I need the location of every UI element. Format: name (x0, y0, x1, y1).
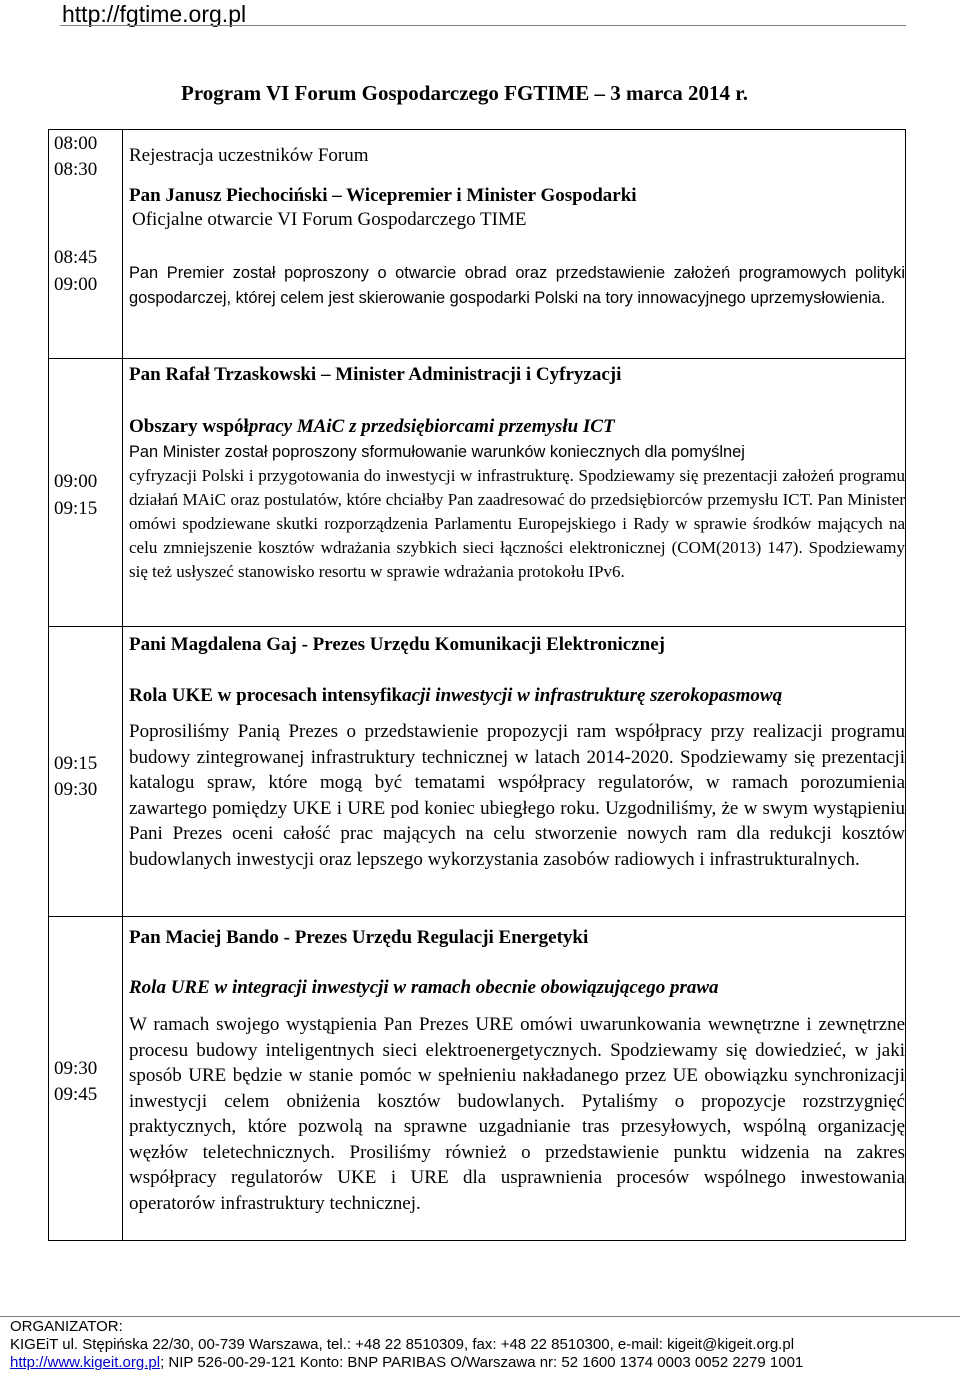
row-divider (48, 626, 906, 627)
table-border-top (48, 129, 906, 130)
time-start: 08:00 (54, 133, 98, 154)
session-description: Poprosiliśmy Panią Prezes o przedstawienie propozycji ram współpracy przy realizacji programu budowy zintegrowanej infrastruktury technicznej w latach 2014-2020. Spodziewamy się prezentacji katalogu spraw, które mogą być tematami współpracy regulatorów, w ramach porozumienia zawartego pomiędzy UKE i URE pod koniec ubiegłego roku. Uzgodniliśmy, że w swym wystąpieniu Pani Prezes oceni całość prac mających na celu stworzenie nowych ram dla redukcji kosztów budowlanych inwestycji oraz lepszego wykorzystania zasobów radiowych i infrastrukturalnych. (129, 721, 905, 870)
speaker-name: Pan Maciej Bando - Prezes Urzędu Regulacji Energetyki (129, 927, 589, 948)
session-topic (129, 684, 905, 708)
session-description (129, 440, 905, 584)
description-body: cyfryzacji Polski i przygotowania do inwestycji w infrastrukturę. Spodziewamy się prezentacji założeń programu działań MAiC oraz postulatów, które chciałby Pan zaadresować do przedsiębiorców przemysłu ICT. Pan Minister omówi spodziewane skutki rozporządzenia Parlamentu Europejskiego i Rady w sprawie środków mających na celu zmniejszenie kosztów wdrażania szybkich sieci łączności elektronicznej (COM(2013) 147). Spodziewamy się też usłyszeć stanowisko resortu w sprawie wdrażania protokołu IPv6. (129, 466, 905, 581)
time-start: 09:15 (54, 753, 98, 774)
topic-italic: acji inwestycji w infrastrukturę szerokopasmową (402, 685, 783, 706)
time-start: 09:30 (54, 1058, 98, 1079)
header-divider (60, 25, 906, 26)
organizer-address: KIGEiT ul. Stępińska 22/30, 00-739 Warszawa, tel.: +48 22 8510309, fax: +48 22 8510300, e-mail: kigeit@kigeit.org.pl (10, 1336, 795, 1353)
table-border-bottom (48, 1240, 906, 1241)
session-topic (129, 415, 905, 439)
row-divider (48, 916, 906, 917)
session-description: Pan Premier został poproszony o otwarcie obrad oraz przedstawienie założeń programowych polityki gospodarczej, której celem jest skierowanie gospodarki Polski na tory innowacyjnego uprzemysłowienia. (129, 264, 905, 307)
session-topic: Rola URE w integracji inwestycji w ramach obecnie obowiązującego prawa (129, 977, 719, 998)
organizer-registry: ; NIP 526-00-29-121 Konto: BNP PARIBAS O/Warszawa nr: 52 1600 1374 0003 0052 2279 1001 (160, 1354, 804, 1371)
footer-divider (0, 1316, 960, 1317)
time-end: 08:30 (54, 159, 98, 180)
column-divider (122, 129, 123, 1241)
description-line: Pan Minister został poproszony sformułowanie warunków koniecznych dla pomyślnej (129, 443, 745, 461)
speaker-name: Pan Janusz Piechociński – Wicepremier i Minister Gospodarki (129, 185, 637, 206)
topic-bold: Obszary współ (129, 416, 249, 437)
header-url[interactable]: http://fgtime.org.pl (62, 1, 247, 27)
topic-bold: Rola UKE w procesach intensyfik (129, 685, 403, 706)
speaker-name: Pani Magdalena Gaj - Prezes Urzędu Komunikacji Elektronicznej (129, 634, 665, 655)
organizer-registry-line (10, 1354, 803, 1372)
session-subtitle: Oficjalne otwarcie VI Forum Gospodarczego TIME (132, 209, 527, 230)
organizer-label: ORGANIZATOR: (10, 1318, 123, 1335)
time-start: 08:45 (54, 247, 98, 268)
session-description: W ramach swojego wystąpienia Pan Prezes URE omówi uwarunkowania wewnętrzne i zewnętrzne procesu budowy inteligentnych sieci elektroenergetycznych. Spodziewamy się dowiedzieć, w jaki sposób URE będzie w stanie pomóc w spełnieniu nakładanego przez UE obowiązku synchronizacji inwestycji celem obniżenia kosztów budowlanych. Pytaliśmy o propozycje rozstrzygnięć praktycznych, które pozwolą na sprawne uzgadnianie tras przesyłowych, wspólną organizację węzłów teletechnicznych. Prosiliśmy również o przedstawienie punktu widzenia na zakres współpracy regulatorów UKE i URE dla usprawnienia procesów wspólnego inwestowania operatorów infrastruktury technicznej. (129, 1014, 905, 1214)
row-divider (48, 358, 906, 359)
table-border-right (905, 129, 906, 1241)
time-end: 09:00 (54, 274, 98, 295)
time-end: 09:45 (54, 1084, 98, 1105)
topic-italic: pracy MAiC z przedsiębiorcami przemysłu ICT (248, 416, 615, 437)
time-start: 09:00 (54, 471, 98, 492)
speaker-name: Pan Rafał Trzaskowski – Minister Administracji i Cyfryzacji (129, 364, 622, 385)
table-border-left (48, 129, 49, 1241)
session-title: Rejestracja uczestników Forum (129, 145, 369, 166)
page-title: Program VI Forum Gospodarczego FGTIME – 3 marca 2014 r. (181, 81, 748, 105)
time-end: 09:30 (54, 779, 98, 800)
time-end: 09:15 (54, 498, 98, 519)
organizer-website-link[interactable]: http://www.kigeit.org.pl (10, 1354, 161, 1371)
